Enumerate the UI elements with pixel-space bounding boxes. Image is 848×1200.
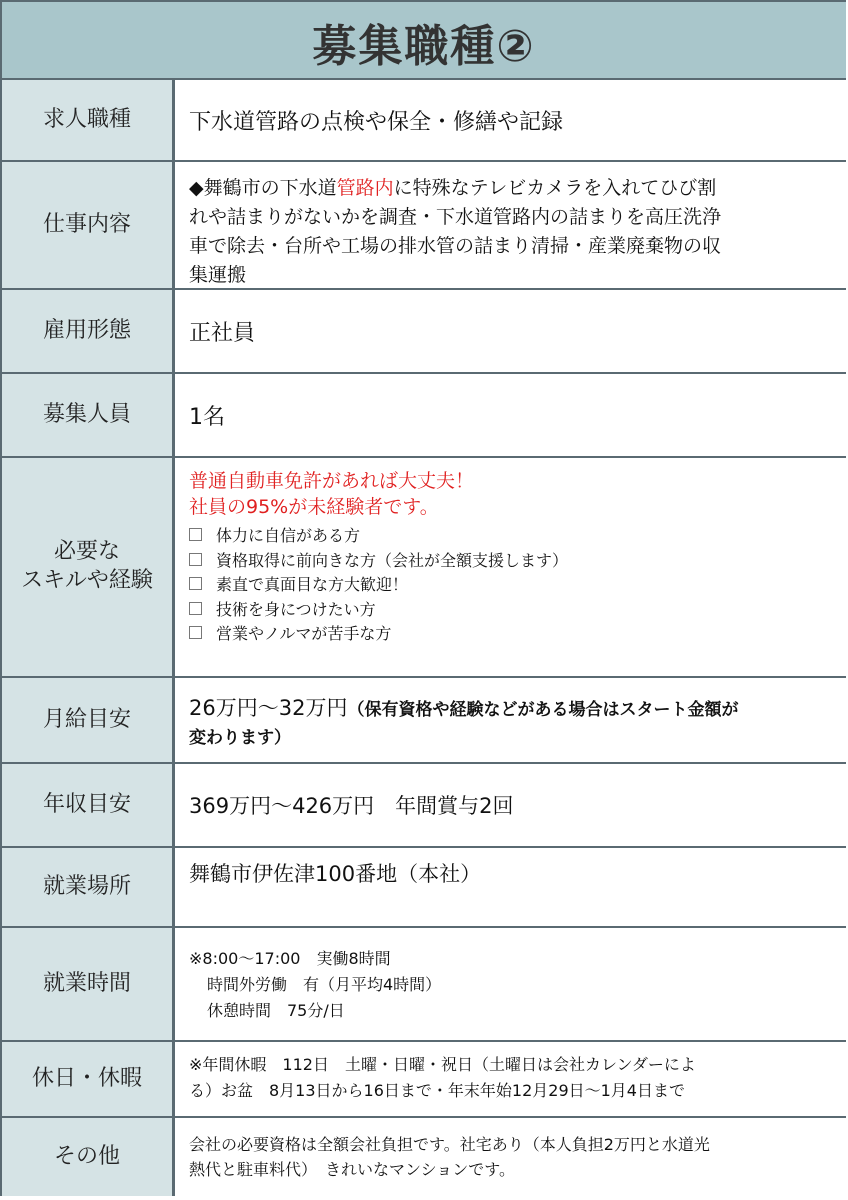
skills-list-item: 営業やノルマが苦手な方 [189,622,834,647]
holidays-line-1: ※年間休暇 112日 土曜・日曜・祝日（土曜日は会社カレンダーによ [189,1055,696,1074]
skills-red-line-1: 普通自動車免許があれば大丈夫！ [189,470,475,492]
label-work-hours: 就業時間 [2,928,175,1040]
skills-list-item: 資格取得に前向きな方（会社が全額支援します） [189,549,834,574]
label-headcount: 募集人員 [2,374,175,456]
label-work-location: 就業場所 [2,848,175,926]
label-skills-line-2: スキルや経験 [21,568,153,593]
other-line-1: 会社の必要資格は全額会社負担です。社宅あり（本人負担2万円と水道光 [189,1135,710,1154]
hours-line-1: ※8:00～17:00 実働8時間 [189,949,391,968]
value-headcount: 1名 [175,374,846,456]
label-holidays: 休日・休暇 [2,1042,175,1116]
row-work-location [2,848,846,928]
row-skills [2,458,846,678]
label-monthly-salary: 月給目安 [2,678,175,762]
value-holidays [175,1042,846,1116]
row-monthly-salary [2,678,846,764]
label-skills-line-1: 必要な [53,539,120,565]
other-line-2: 熱代と駐車料代） きれいなマンションです。 [189,1160,516,1179]
row-headcount [2,374,846,458]
row-other [2,1118,846,1196]
label-job-type: 求人職種 [2,80,175,160]
value-employment: 正社員 [175,290,846,372]
value-work-hours [175,928,846,1040]
monthly-amount: 26万円～32万円 [189,696,348,720]
checkbox-icon [189,626,202,639]
monthly-note-2: 変わります） [189,728,291,748]
row-work-hours [2,928,846,1042]
label-job-content: 仕事内容 [2,162,175,288]
hours-line-3: 休憩時間 75分/日 [207,1001,345,1020]
title-banner [2,2,846,80]
row-holidays [2,1042,846,1118]
label-employment: 雇用形態 [2,290,175,372]
skills-list-item: 体力に自信がある方 [189,524,834,549]
highlight-pipe-inside: 管路内 [336,177,394,199]
job-content-line-1: ◆舞鶴市の下水道管路内に特殊なテレビカメラを入れてひび割 [189,177,717,199]
skills-list-item: 素直で真面目な方大歓迎！ [189,573,834,598]
label-other: その他 [2,1118,175,1196]
job-content-line-3: 車で除去・台所や工場の排水管の詰まり清掃・産業廃棄物の収 [189,235,722,257]
job-content-line-2: れや詰まりがないかを調査・下水道管路内の詰まりを高圧洗浄 [189,206,722,228]
monthly-note-1: （保有資格や経験などがある場合はスタート金額が [347,700,739,720]
skills-list [189,524,834,647]
value-skills [175,458,846,676]
page-title: 募集職種② [312,21,536,72]
checkbox-icon [189,553,202,566]
checkbox-icon [189,528,202,541]
value-job-type: 下水道管路の点検や保全・修繕や記録 [175,80,846,160]
label-annual-income: 年収目安 [2,764,175,846]
skills-red-line-2: 社員の95%が未経験者です。 [189,496,439,518]
value-work-location: 舞鶴市伊佐津100番地（本社） [175,848,846,926]
skills-list-item: 技術を身につけたい方 [189,598,834,623]
row-job-content [2,162,846,290]
checkbox-icon [189,602,202,615]
value-monthly-salary [175,678,846,762]
checkbox-icon [189,577,202,590]
hours-line-2: 時間外労働 有（月平均4時間） [207,975,442,994]
row-annual-income [2,764,846,848]
row-employment [2,290,846,374]
value-annual-income: 369万円～426万円 年間賞与2回 [175,764,846,846]
holidays-line-2: る）お盆 8月13日から16日まで・年末年始12月29日～1月4日まで [189,1081,685,1100]
label-skills [2,458,175,676]
job-content-line-4: 集運搬 [189,264,247,286]
value-other [175,1118,846,1196]
row-job-type [2,80,846,162]
value-job-content [175,162,846,288]
